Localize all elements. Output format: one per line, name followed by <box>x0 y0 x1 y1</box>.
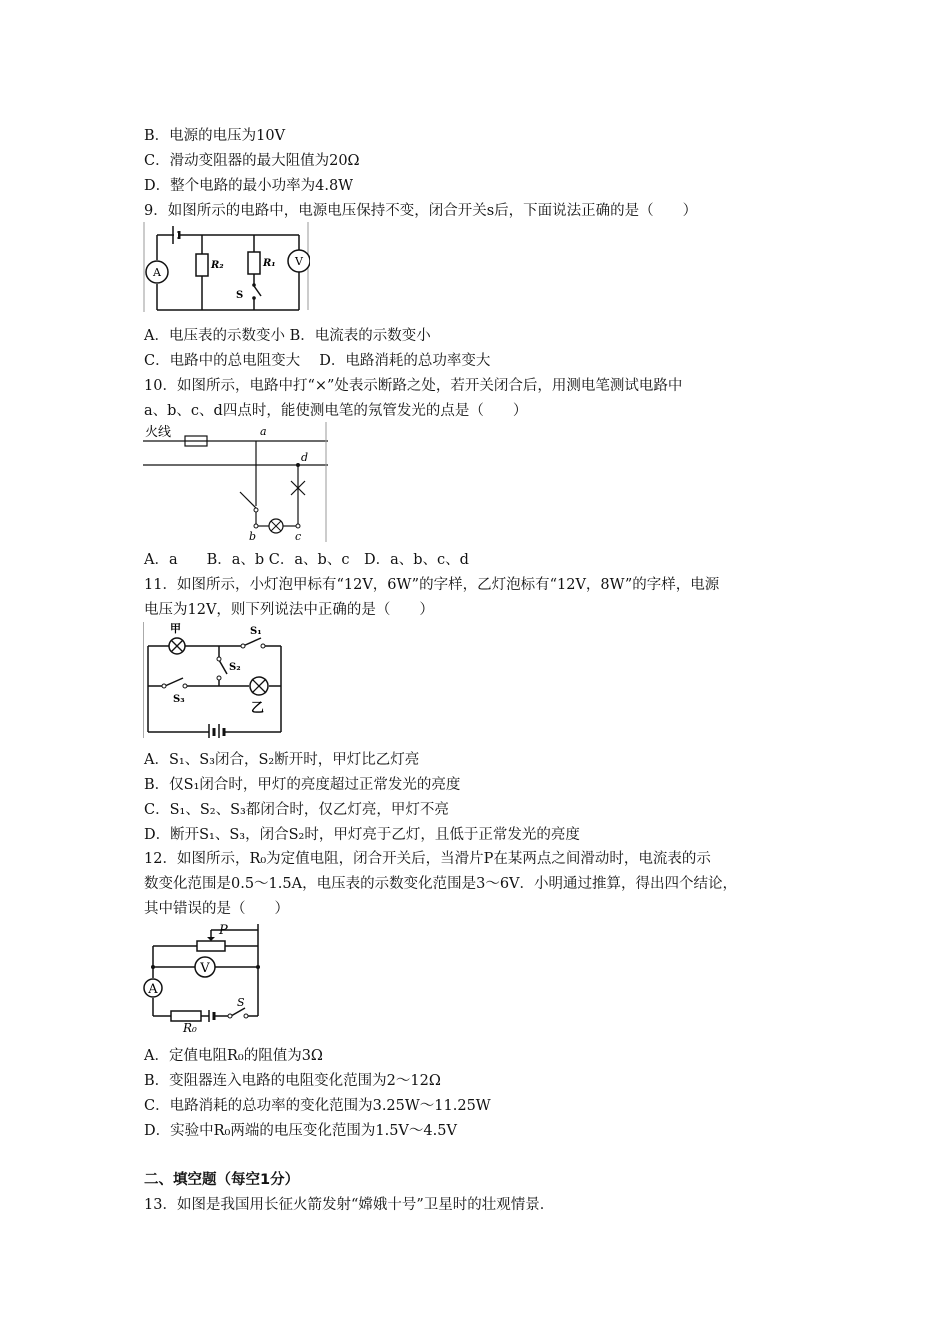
q9-stem: 9．如图所示的电路中，电源电压保持不变，闭合开关s后，下面说法正确的是（ ） <box>144 203 698 219</box>
q9-circuit-diagram <box>143 222 310 314</box>
q12-stem-line1: 12．如图所示，R₀为定值电阻，闭合开关后，当滑片P在某两点之间滑动时，电流表的示 <box>144 851 711 867</box>
q11-option-d: D．断开S₁、S₃，闭合S₂时，甲灯亮于乙灯，且低于正常发光的亮度 <box>144 827 580 843</box>
q9-r2-label: R₂ <box>211 260 224 271</box>
q12-slider-p-label: P <box>219 923 228 938</box>
q9-options-line1: A．电压表的示数变小 B．电流表的示数变小 <box>144 328 431 344</box>
section-2-heading: 二、填空题（每空1分） <box>144 1172 300 1188</box>
q12-stem-line2: 数变化范围是0.5～1.5A，电压表的示数变化范围是3～6V．小明通过推算，得出四个结论， <box>144 876 738 892</box>
q11-s2-label: S₂ <box>229 662 241 673</box>
q12-stem-line3: 其中错误的是（ ） <box>144 901 289 917</box>
q9-ammeter-label: A <box>153 266 161 279</box>
q11-option-a: A．S₁、S₃闭合，S₂断开时，甲灯比乙灯亮 <box>144 752 420 768</box>
q11-option-b: B．仅S₁闭合时，甲灯的亮度超过正常发光的亮度 <box>144 777 461 793</box>
q12-option-d: D．实验中R₀两端的电压变化范围为1.5V～4.5V <box>144 1123 457 1139</box>
q12-option-b: B．变阻器连入电路的电阻变化范围为2～12Ω <box>144 1073 441 1089</box>
q8-option-c: C．滑动变阻器的最大阻值为20Ω <box>144 153 360 169</box>
q10-point-a-label: a <box>260 425 267 438</box>
q12-option-a: A．定值电阻R₀的阻值为3Ω <box>144 1048 323 1064</box>
q10-point-b-label: b <box>249 530 257 542</box>
q11-s3-label: S₃ <box>173 694 185 705</box>
q11-circuit-diagram <box>143 622 286 738</box>
q9-r1-label: R₁ <box>263 258 276 269</box>
q10-point-c-label: c <box>295 530 302 542</box>
q12-switch-label: S <box>237 996 245 1009</box>
q12-ammeter-label: A <box>148 982 158 997</box>
q11-lamp-yi-label: 乙 <box>251 701 265 716</box>
q10-stem-line1: 10．如图所示，电路中打“×”处表示断路之处，若开关闭合后，用测电笔测试电路中 <box>144 378 683 394</box>
q11-s1-label: S₁ <box>250 626 262 637</box>
q11-option-c: C．S₁、S₂、S₃都闭合时，仅乙灯亮，甲灯不亮 <box>144 802 449 818</box>
q13-stem: 13．如图是我国用长征火箭发射“嫦娥十号”卫星时的壮观情景． <box>144 1197 555 1213</box>
q12-option-c: C．电路消耗的总功率的变化范围为3.25W～11.25W <box>144 1098 491 1114</box>
q11-stem-line1: 11．如图所示，小灯泡甲标有“12V，6W”的字样，乙灯泡标有“12V，8W”的字样，电源 <box>144 577 720 593</box>
q11-lamp-jia-label: 甲 <box>170 622 181 635</box>
q10-wiring-diagram <box>143 422 328 542</box>
q11-stem-line2: 电压为12V，则下列说法中正确的是（ ） <box>144 602 434 618</box>
q10-options: A．a B．a、b C．a、b、c D．a、b、c、d <box>144 552 469 568</box>
q12-r0-label: R₀ <box>183 1021 197 1034</box>
q9-options-line2: C．电路中的总电阻变大 D．电路消耗的总功率变大 <box>144 353 491 369</box>
q8-option-d: D．整个电路的最小功率为4.8W <box>144 178 354 194</box>
q9-voltmeter-label: V <box>295 255 303 268</box>
q9-switch-label: S <box>236 290 244 301</box>
q12-voltmeter-label: V <box>200 961 210 976</box>
q10-live-wire-label: 火线 <box>145 425 172 440</box>
q8-option-b: B．电源的电压为10V <box>144 128 286 144</box>
q10-point-d-label: d <box>301 451 309 464</box>
q10-stem-line2: a、b、c、d四点时，能使测电笔的氖管发光的点是（ ） <box>144 403 528 419</box>
q12-circuit-diagram <box>143 920 263 1034</box>
